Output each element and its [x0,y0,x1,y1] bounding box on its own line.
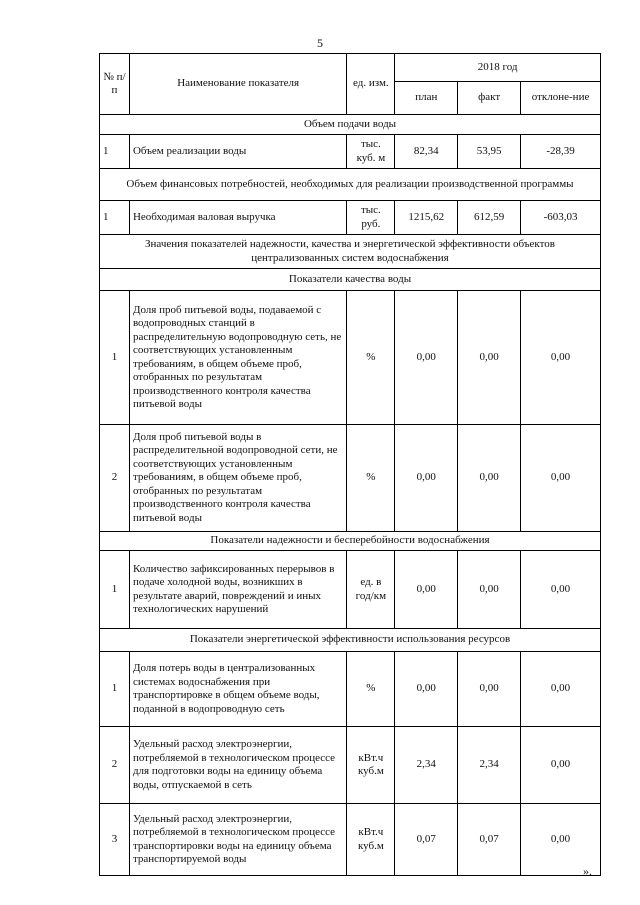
section-title-row [100,269,601,291]
table-row [100,135,601,169]
header-num: № п/п [100,54,130,115]
section-title: Показатели качества воды [100,269,601,291]
row-name: Удельный расход электроэнергии, потребляемой в технологическом процессе для подготовки воды на единицу объема воды, отпускаемой в сеть [129,727,346,804]
row-num: 1 [100,291,130,425]
header-fact: факт [458,82,521,115]
table-row [100,551,601,629]
row-unit: % [347,425,395,532]
row-unit: тыс. руб. [347,201,395,235]
row-plan: 0,00 [395,652,458,727]
page-number: 5 [317,36,323,50]
row-num: 1 [100,201,130,235]
row-unit: % [347,652,395,727]
header-plan: план [395,82,458,115]
header-name: Наименование показателя [129,54,346,115]
row-unit: кВт.ч куб.м [347,727,395,804]
section-title: Объем финансовых потребностей, необходимых для реализации производственной программы [100,169,601,201]
header-row [100,54,601,82]
table-row [100,201,601,235]
row-num: 2 [100,727,130,804]
row-num: 1 [100,551,130,629]
table-row [100,291,601,425]
indicators-table [99,53,601,876]
header-unit: ед. изм. [347,54,395,115]
table-row [100,804,601,876]
row-plan: 0,00 [395,425,458,532]
row-name: Удельный расход электроэнергии, потребляемой в технологическом процессе транспортировки воды на единицу объема транспортируемой воды [129,804,346,876]
table-row [100,727,601,804]
row-name: Необходимая валовая выручка [129,201,346,235]
table-row [100,652,601,727]
row-plan: 2,34 [395,727,458,804]
row-deviation: 0,00 [521,551,601,629]
table-row [100,425,601,532]
section-title-row [100,169,601,201]
row-deviation: 0,00 [521,425,601,532]
row-unit: кВт.ч куб.м [347,804,395,876]
row-deviation: 0,00 [521,291,601,425]
section-title-row [100,629,601,652]
row-num: 3 [100,804,130,876]
row-fact: 0,07 [458,804,521,876]
row-fact: 0,00 [458,551,521,629]
row-deviation: -28,39 [521,135,601,169]
header-year: 2018 год [395,54,601,82]
row-deviation: 0,00 [521,727,601,804]
closing-quote-mark: ». [583,864,592,878]
row-plan: 1215,62 [395,201,458,235]
row-name: Доля потерь воды в централизованных системах водоснабжения при транспортировке в общем объеме воды, поданной в водопроводную сеть [129,652,346,727]
row-fact: 53,95 [458,135,521,169]
row-unit: % [347,291,395,425]
row-deviation: 0,00 [521,652,601,727]
row-num: 1 [100,135,130,169]
section-title: Показатели надежности и бесперебойности водоснабжения [100,532,601,551]
row-plan: 0,07 [395,804,458,876]
section-title-row [100,115,601,135]
row-fact: 0,00 [458,652,521,727]
row-unit: тыс. куб. м [347,135,395,169]
row-fact: 0,00 [458,425,521,532]
row-name: Доля проб питьевой воды в распределительной водопроводной сети, не соответствующих установленным требованиям, в общем объеме проб, отобранных по результатам производственного контроля качества питьевой воды [129,425,346,532]
section-title: Показатели энергетической эффективности использования ресурсов [100,629,601,652]
row-plan: 0,00 [395,551,458,629]
section-title: Значения показателей надежности, качества и энергетической эффективности объектов централизованных систем водоснабжения [100,235,601,269]
section-title: Объем подачи воды [100,115,601,135]
header-deviation: отклоне-ние [521,82,601,115]
row-deviation: 0,00 [521,804,601,876]
row-fact: 0,00 [458,291,521,425]
row-name: Количество зафиксированных перерывов в подаче холодной воды, возникших в результате аварий, повреждений и иных технологических нарушений [129,551,346,629]
row-num: 1 [100,652,130,727]
row-fact: 612,59 [458,201,521,235]
section-title-row [100,235,601,269]
row-name: Объем реализации воды [129,135,346,169]
row-plan: 0,00 [395,291,458,425]
row-plan: 82,34 [395,135,458,169]
row-deviation: -603,03 [521,201,601,235]
section-title-row [100,532,601,551]
row-unit: ед. в год/км [347,551,395,629]
row-name: Доля проб питьевой воды, подаваемой с водопроводных станций в распределительную водопроводную сеть, не соответствующих установленным требованиям, в общем объеме проб, отобранных по результатам производственного контроля качества питьевой воды [129,291,346,425]
row-num: 2 [100,425,130,532]
row-fact: 2,34 [458,727,521,804]
